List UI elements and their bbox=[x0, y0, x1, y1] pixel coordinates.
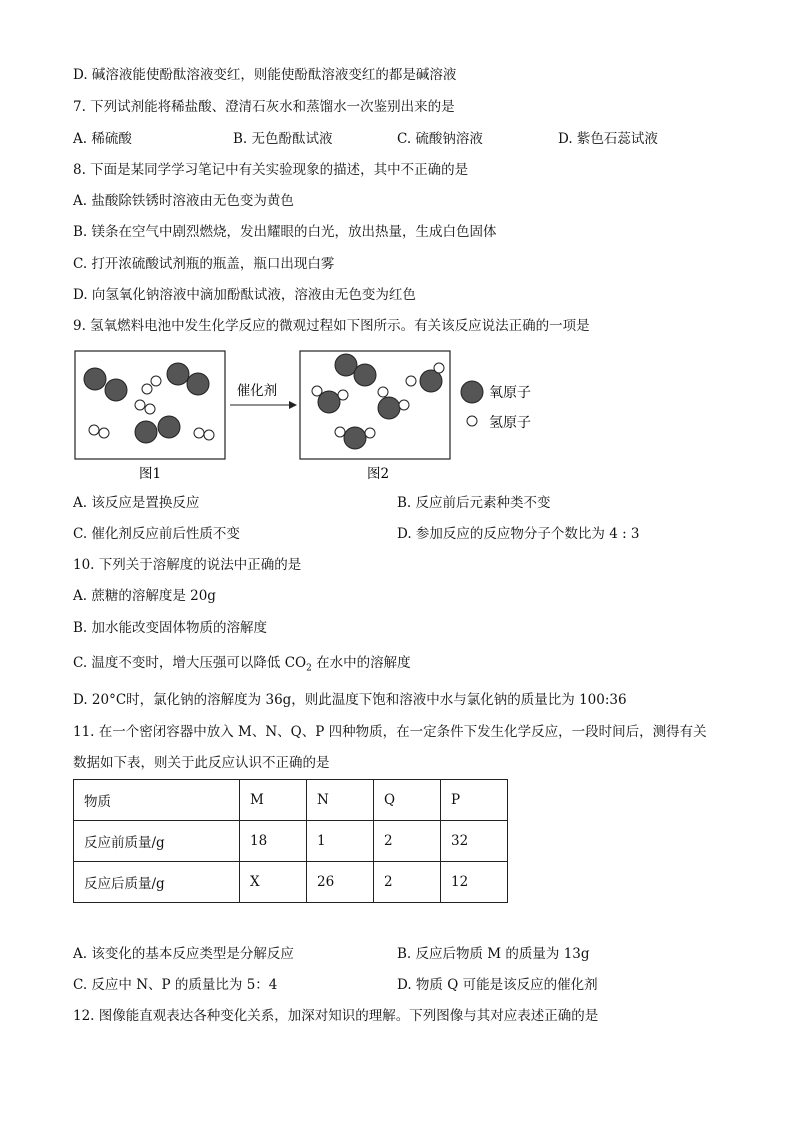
figure-2-label: 图2 bbox=[366, 466, 390, 482]
q11-option-a: A. 该变化的基本反应类型是分解反应 bbox=[73, 946, 294, 962]
table-cell: 2 bbox=[374, 821, 441, 862]
table-cell: N bbox=[307, 780, 374, 821]
q8-stem: 8. 下面是某同学学习笔记中有关实验现象的描述，其中不正确的是 bbox=[73, 162, 469, 178]
q6-option-d: D. 碱溶液能使酚酞溶液变红，则能使酚酞溶液变红的都是碱溶液 bbox=[73, 67, 457, 83]
figure-1-box bbox=[75, 351, 225, 459]
q8-option-c: C. 打开浓硫酸试剂瓶的瓶盖，瓶口出现白雾 bbox=[73, 256, 335, 272]
legend-hydrogen-icon bbox=[467, 416, 477, 426]
q10-option-d: D. 20°C时，氯化钠的溶解度为 36g，则此温度下饱和溶液中水与氯化钠的质量比为 100:36 bbox=[73, 692, 627, 708]
figure-1-label: 图1 bbox=[138, 466, 162, 482]
catalyst-label: 催化剂 bbox=[236, 383, 278, 399]
arrow-icon bbox=[230, 401, 297, 409]
q10-option-a: A. 蔗糖的溶解度是 20g bbox=[73, 588, 216, 604]
reaction-diagram bbox=[73, 348, 613, 483]
table-cell: P bbox=[441, 780, 508, 821]
table-cell: 18 bbox=[240, 821, 307, 862]
table-cell: 1 bbox=[307, 821, 374, 862]
legend-oxygen-icon bbox=[461, 381, 483, 403]
q8-option-d: D. 向氢氧化钠溶液中滴加酚酞试液，溶液由无色变为红色 bbox=[73, 287, 416, 303]
q9-option-c: C. 催化剂反应前后性质不变 bbox=[73, 526, 240, 542]
table-cell: 32 bbox=[441, 821, 508, 862]
table-cell: M bbox=[240, 780, 307, 821]
q11-stem-line2: 数据如下表，则关于此反应认识不正确的是 bbox=[73, 755, 330, 771]
legend-hydrogen-label: 氢原子 bbox=[489, 415, 531, 431]
q7-option-d: D. 紫色石蕊试液 bbox=[558, 131, 658, 147]
q7-option-a: A. 稀硫酸 bbox=[73, 131, 132, 147]
table-cell: 2 bbox=[374, 862, 441, 903]
q8-option-a: A. 盐酸除铁锈时溶液由无色变为黄色 bbox=[73, 193, 294, 209]
q10-option-b: B. 加水能改变固体物质的溶解度 bbox=[73, 620, 268, 636]
table-cell: 26 bbox=[307, 862, 374, 903]
q7-option-c: C. 硫酸钠溶液 bbox=[397, 131, 483, 147]
q9-option-d: D. 参加反应的反应物分子个数比为 4 : 3 bbox=[397, 526, 640, 542]
q11-table bbox=[73, 779, 508, 903]
q11-option-d: D. 物质 Q 可能是该反应的催化剂 bbox=[397, 977, 598, 993]
table-row bbox=[74, 821, 508, 862]
table-cell: Q bbox=[374, 780, 441, 821]
q9-option-b: B. 反应前后元素种类不变 bbox=[397, 495, 551, 511]
table-header-row bbox=[74, 780, 508, 821]
legend-oxygen-label: 氧原子 bbox=[489, 385, 531, 401]
q11-option-b: B. 反应后物质 M 的质量为 13g bbox=[397, 946, 590, 962]
table-cell: 物质 bbox=[74, 780, 240, 821]
q7-stem: 7. 下列试剂能将稀盐酸、澄清石灰水和蒸馏水一次鉴别出来的是 bbox=[73, 99, 455, 115]
q9-option-a: A. 该反应是置换反应 bbox=[73, 495, 200, 511]
q12-stem: 12. 图像能直观表达各种变化关系，加深对知识的理解。下列图像与其对应表述正确的是 bbox=[73, 1008, 599, 1024]
q11-stem-line1: 11. 在一个密闭容器中放入 M、N、Q、P 四种物质，在一定条件下发生化学反应，一段时间后，测得有关 bbox=[73, 724, 707, 740]
table-cell: 12 bbox=[441, 862, 508, 903]
table-cell: X bbox=[240, 862, 307, 903]
table-cell: 反应前质量/g bbox=[74, 821, 240, 862]
table-row bbox=[74, 862, 508, 903]
q10-stem: 10. 下列关于溶解度的说法中正确的是 bbox=[73, 557, 302, 573]
q11-option-c: C. 反应中 N、P 的质量比为 5：4 bbox=[73, 977, 278, 993]
q8-option-b: B. 镁条在空气中剧烈燃烧，发出耀眼的白光，放出热量，生成白色固体 bbox=[73, 224, 497, 240]
q7-option-b: B. 无色酚酞试液 bbox=[233, 131, 333, 147]
figure-2-box bbox=[300, 351, 450, 459]
q9-stem: 9. 氢氧燃料电池中发生化学反应的微观过程如下图所示。有关该反应说法正确的一项是 bbox=[73, 318, 590, 334]
table-cell: 反应后质量/g bbox=[74, 862, 240, 903]
q10-option-c: C. 温度不变时，增大压强可以降低 $CO_2$ 在水中的溶解度 bbox=[73, 655, 411, 674]
